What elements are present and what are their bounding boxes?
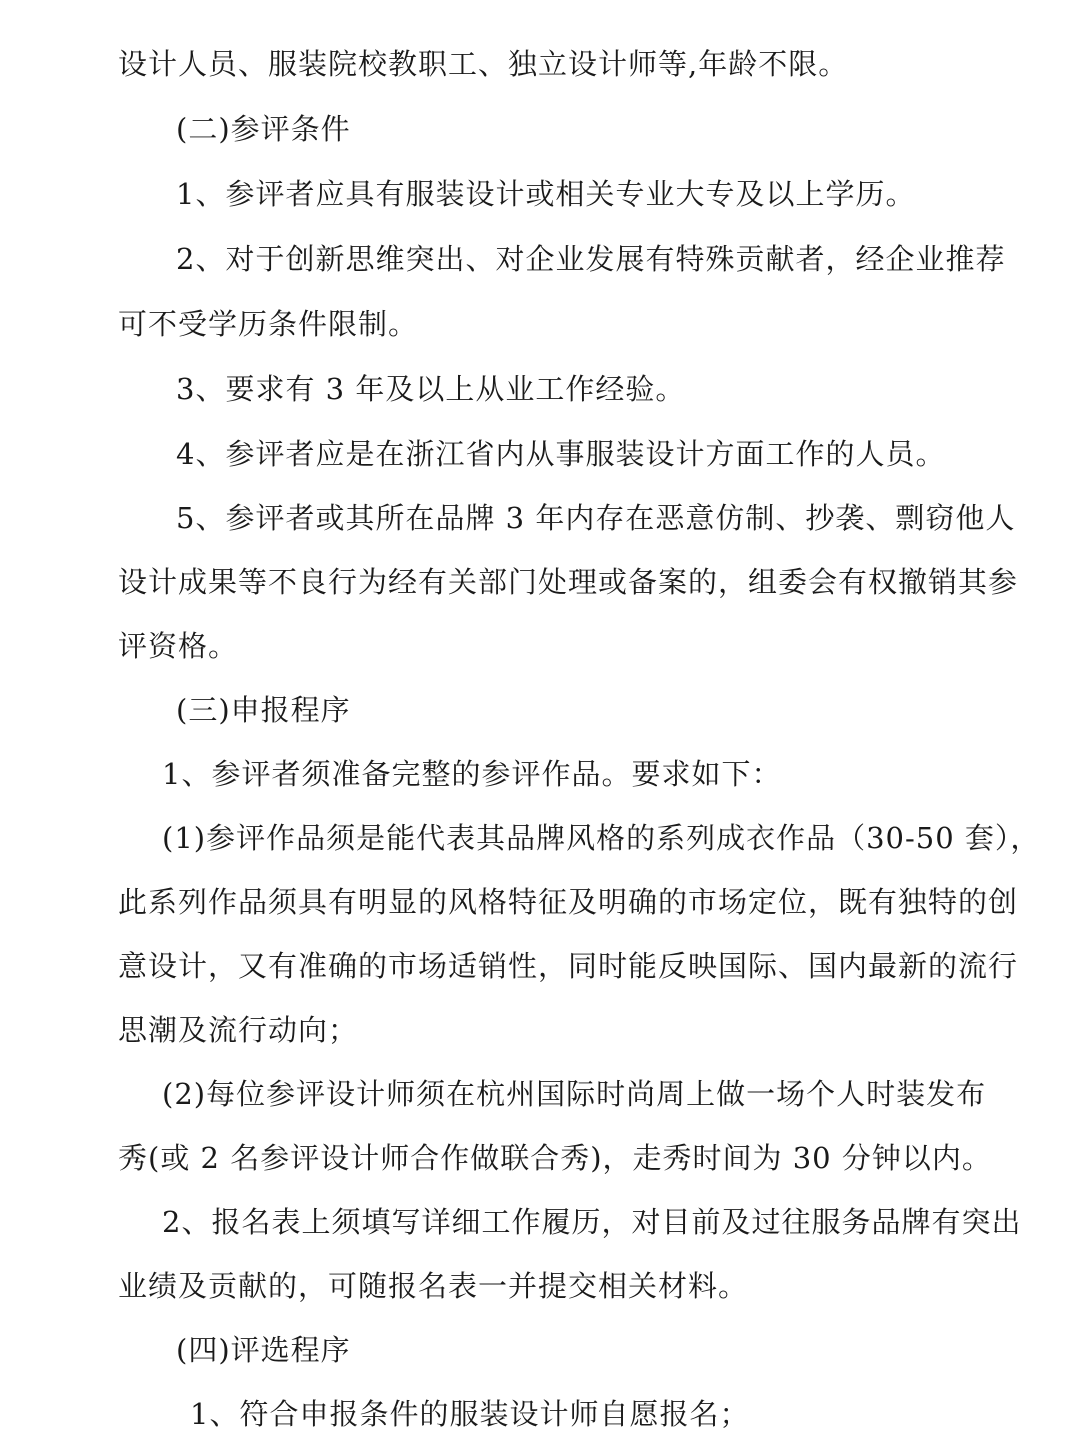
text-line: 1、参评者须准备完整的参评作品。要求如下：	[162, 757, 782, 791]
text-line: 2、报名表上须填写详细工作履历，对目前及过往服务品牌有突出	[162, 1205, 1022, 1239]
text-line: 4、参评者应是在浙江省内从事服装设计方面工作的人员。	[176, 437, 946, 471]
section-heading: (二)参评条件	[176, 112, 351, 146]
text-line: 2、对于创新思维突出、对企业发展有特殊贡献者，经企业推荐	[176, 242, 1006, 276]
text-line: 可不受学历条件限制。	[118, 307, 419, 341]
text-line: 设计成果等不良行为经有关部门处理或备案的，组委会有权撤销其参	[118, 565, 1019, 599]
text-line: 5、参评者或其所在品牌 3 年内存在恶意仿制、抄袭、剽窃他人	[176, 501, 1016, 535]
text-line: 1、符合申报条件的服装设计师自愿报名；	[190, 1397, 750, 1431]
section-heading: (三)申报程序	[176, 693, 351, 727]
text-line: 业绩及贡献的，可随报名表一并提交相关材料。	[118, 1269, 749, 1303]
text-line: 设计人员、服装院校教职工、独立设计师等,年龄不限。	[118, 47, 849, 81]
text-line: 意设计，又有准确的市场适销性，同时能反映国际、国内最新的流行	[118, 949, 1019, 983]
text-line: 秀(或 2 名参评设计师合作做联合秀)，走秀时间为 30 分钟以内。	[118, 1141, 992, 1175]
text-line: 评资格。	[118, 629, 239, 663]
section-heading: (四)评选程序	[176, 1333, 351, 1367]
text-line: 此系列作品须具有明显的风格特征及明确的市场定位，既有独特的创	[118, 885, 1019, 919]
text-line: (1)参评作品须是能代表其品牌风格的系列成衣作品（30-50 套），	[162, 821, 1041, 855]
text-line: 1、参评者应具有服装设计或相关专业大专及以上学历。	[176, 177, 916, 211]
text-line: (2)每位参评设计师须在杭州国际时尚周上做一场个人时装发布	[162, 1077, 987, 1111]
text-line: 3、要求有 3 年及以上从业工作经验。	[176, 372, 686, 406]
text-line: 思潮及流行动向；	[118, 1013, 359, 1047]
